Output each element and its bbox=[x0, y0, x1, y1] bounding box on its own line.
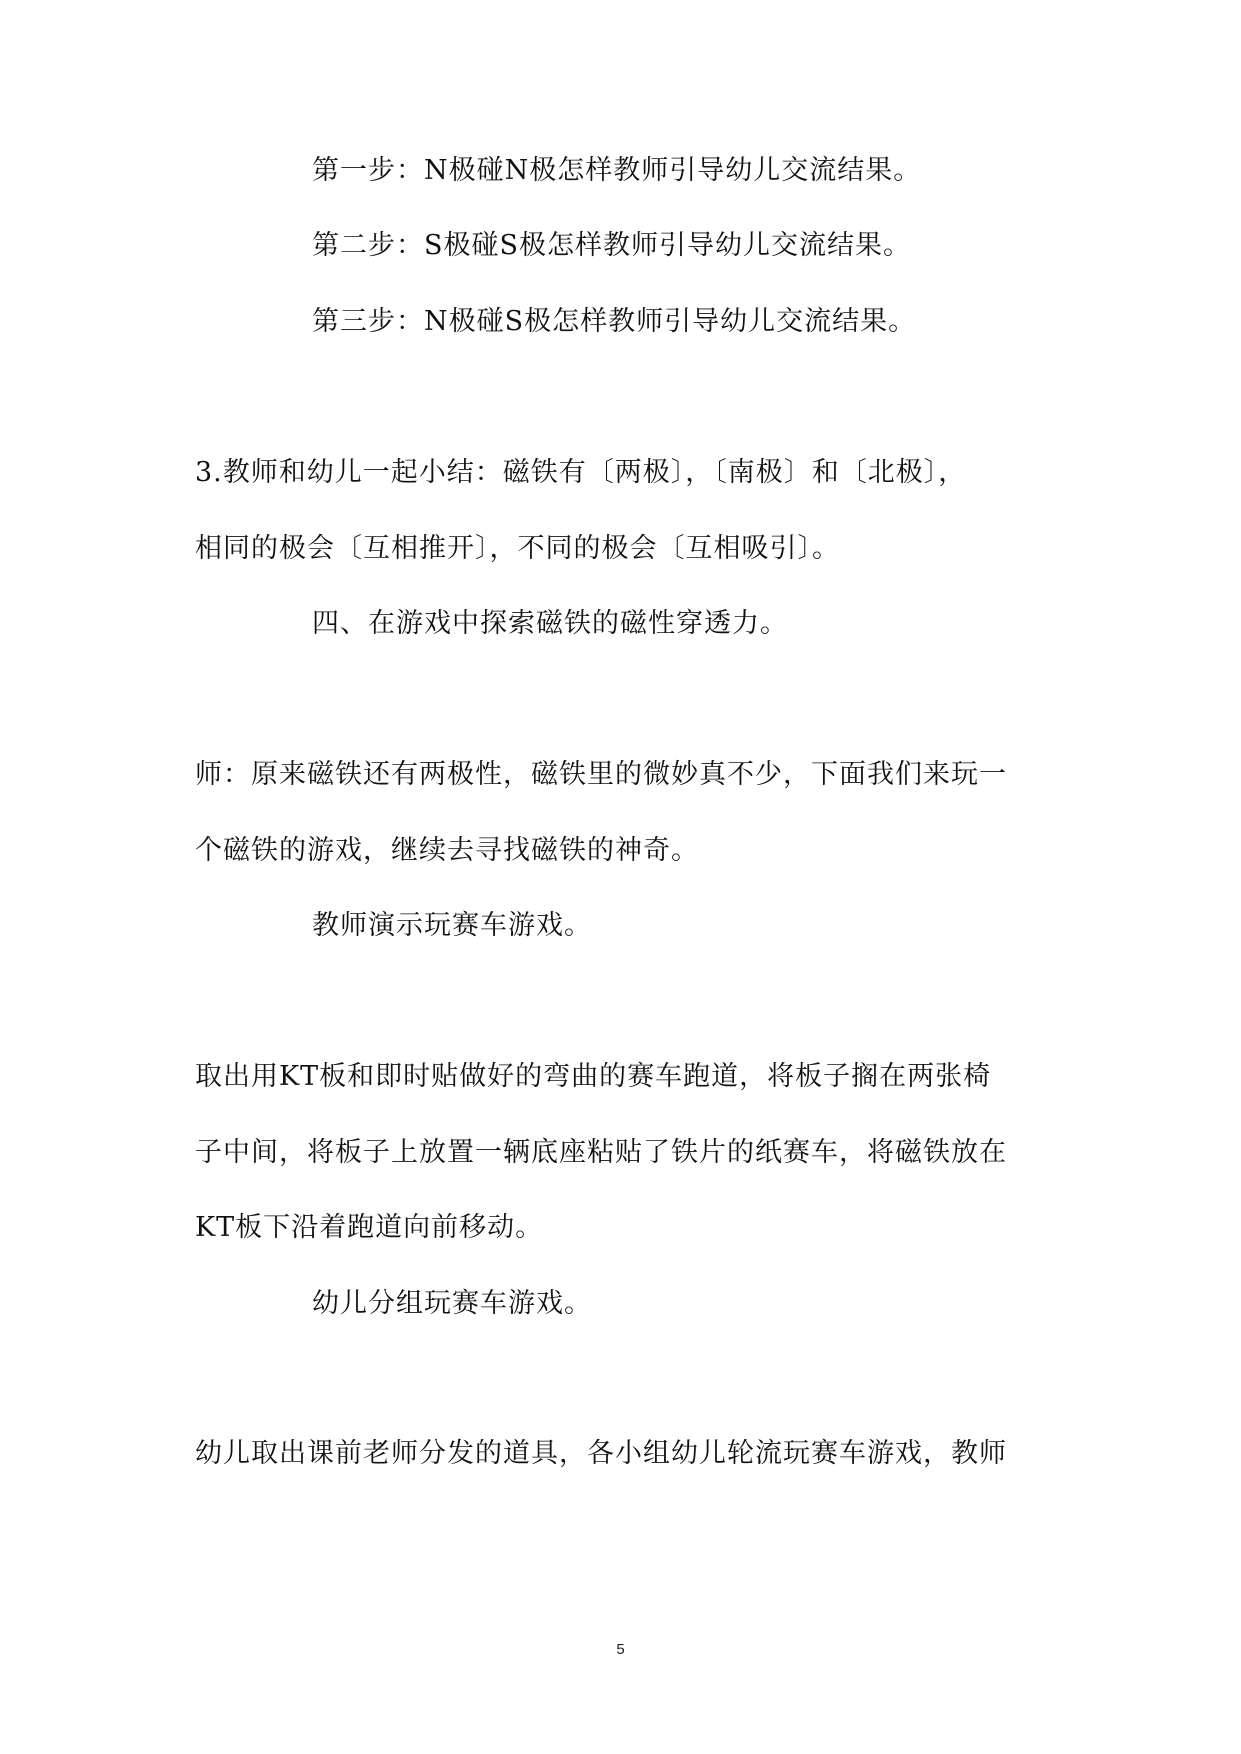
text-line: 教师演示玩赛车游戏。 bbox=[312, 910, 592, 941]
text-line: 个磁铁的游戏，继续去寻找磁铁的神奇。 bbox=[195, 835, 699, 866]
page-number: 5 bbox=[616, 1641, 625, 1658]
section-heading: 四、在游戏中探索磁铁的磁性穿透力。 bbox=[312, 608, 788, 639]
text-line: 3.教师和幼儿一起小结：磁铁有〔两极〕，〔南极〕和〔北极〕， bbox=[195, 457, 967, 488]
text-line: 第一步：N极碰N极怎样教师引导幼儿交流结果。 bbox=[312, 155, 922, 186]
text-line: 子中间，将板子上放置一辆底座粘贴了铁片的纸赛车，将磁铁放在 bbox=[195, 1137, 1007, 1168]
text-line: 师：原来磁铁还有两极性，磁铁里的微妙真不少，下面我们来玩一 bbox=[195, 759, 1007, 790]
text-line: 取出用KT板和即时贴做好的弯曲的赛车跑道，将板子搁在两张椅 bbox=[195, 1061, 992, 1092]
text-line: 第二步：S极碰S极怎样教师引导幼儿交流结果。 bbox=[312, 230, 911, 261]
text-line: 相同的极会〔互相推开〕，不同的极会〔互相吸引〕。 bbox=[195, 533, 840, 564]
text-line: 第三步：N极碰S极怎样教师引导幼儿交流结果。 bbox=[312, 306, 917, 337]
text-line: KT板下沿着跑道向前移动。 bbox=[195, 1212, 544, 1243]
text-line: 幼儿取出课前老师分发的道具，各小组幼儿轮流玩赛车游戏，教师 bbox=[195, 1438, 1007, 1469]
text-line: 幼儿分组玩赛车游戏。 bbox=[312, 1288, 592, 1319]
